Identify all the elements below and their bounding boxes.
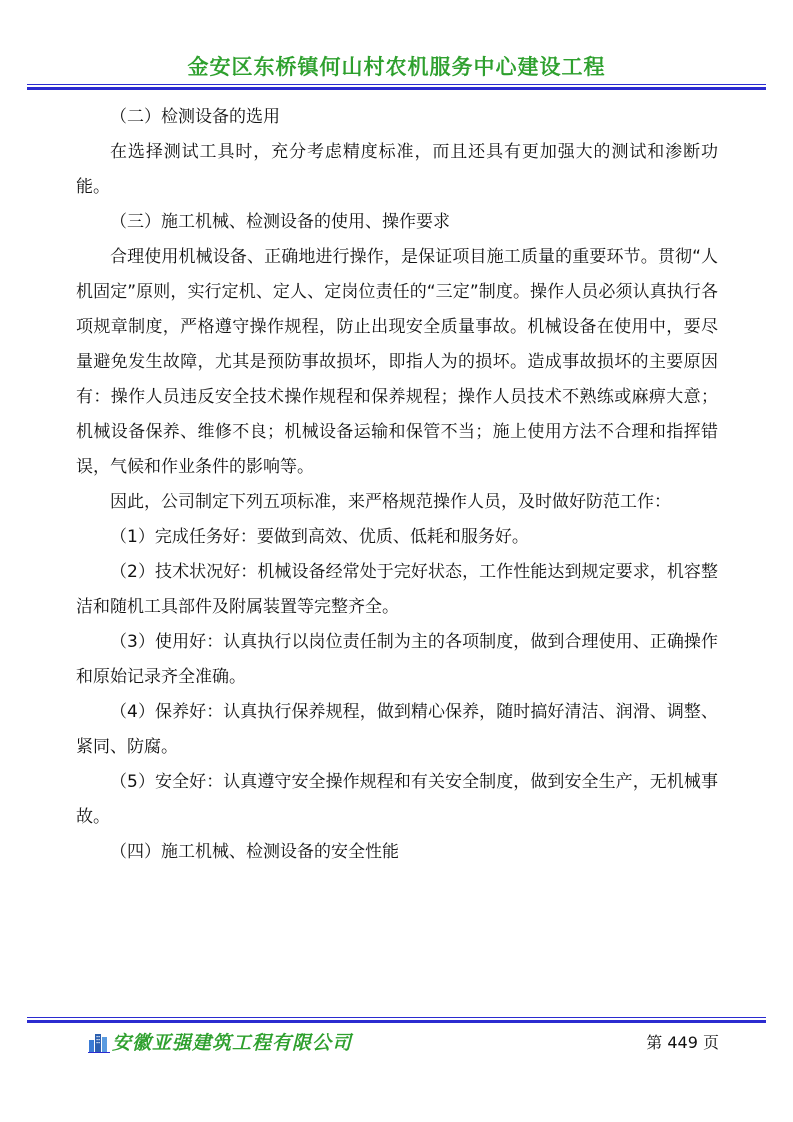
footer-company-name: 安徽亚强建筑工程有限公司 <box>112 1032 353 1054</box>
footer-rule-thin <box>27 1017 766 1018</box>
document-body <box>76 100 718 870</box>
paragraph: 在选择测试工具时，充分考虑精度标准，而且还具有更加强大的测试和渗断功能。 <box>76 142 718 197</box>
building-logo-icon <box>88 1031 110 1053</box>
section-heading: （二）检测设备的选用 <box>110 107 280 127</box>
header-title: 金安区东桥镇何山村农机服务中心建设工程 <box>187 55 606 79</box>
header-rule-thick <box>27 87 766 90</box>
section-heading: （三）施工机械、检测设备的使用、操作要求 <box>110 212 450 232</box>
section-heading: （四）施工机械、检测设备的安全性能 <box>110 842 399 862</box>
paragraph: 合理使用机械设备、正确地进行操作，是保证项目施工质量的重要环节。贯彻“人机固定”原则，实行定机、定人、定岗位责任的“三定”制度。操作人员必须认真执行各项规章制度，严格遵守操作规程，防止出现安全质量事故。机械设备在使用中，要尽量避免发生故障，尤其是预防事故损坏，即指人为的损坏。造成事故损坏的主要原因有：操作人员违反安全技术操作规程和保养规程；操作人员技术不熟练或麻痹大意；机械设备保养、维修不良；机械设备运输和保管不当；施上使用方法不合理和指挥错误，气候和作业条件的影响等。 <box>76 247 718 477</box>
list-item: （3）使用好：认真执行以岗位责任制为主的各项制度，做到合理使用、正确操作和原始记录齐全准确。 <box>76 632 718 687</box>
footer-rule-thick <box>27 1020 766 1023</box>
header-rule-thin <box>27 84 766 85</box>
paragraph: 因此，公司制定下列五项标准，来严格规范操作人员，及时做好防范工作： <box>110 492 671 512</box>
list-item: （5）安全好：认真遵守安全操作规程和有关安全制度，做到安全生产，无机械事故。 <box>76 772 718 827</box>
list-item: （1）完成任务好：要做到高效、优质、低耗和服务好。 <box>110 527 529 547</box>
list-item: （2）技术状况好：机械设备经常处于完好状态，工作性能达到规定要求，机容整洁和随机工具部件及附属装置等完整齐全。 <box>76 562 718 617</box>
list-item: （4）保养好：认真执行保养规程，做到精心保养，随时搞好清洁、润滑、调整、紧同、防腐。 <box>76 702 718 757</box>
page-number: 第 449 页 <box>646 1033 719 1052</box>
